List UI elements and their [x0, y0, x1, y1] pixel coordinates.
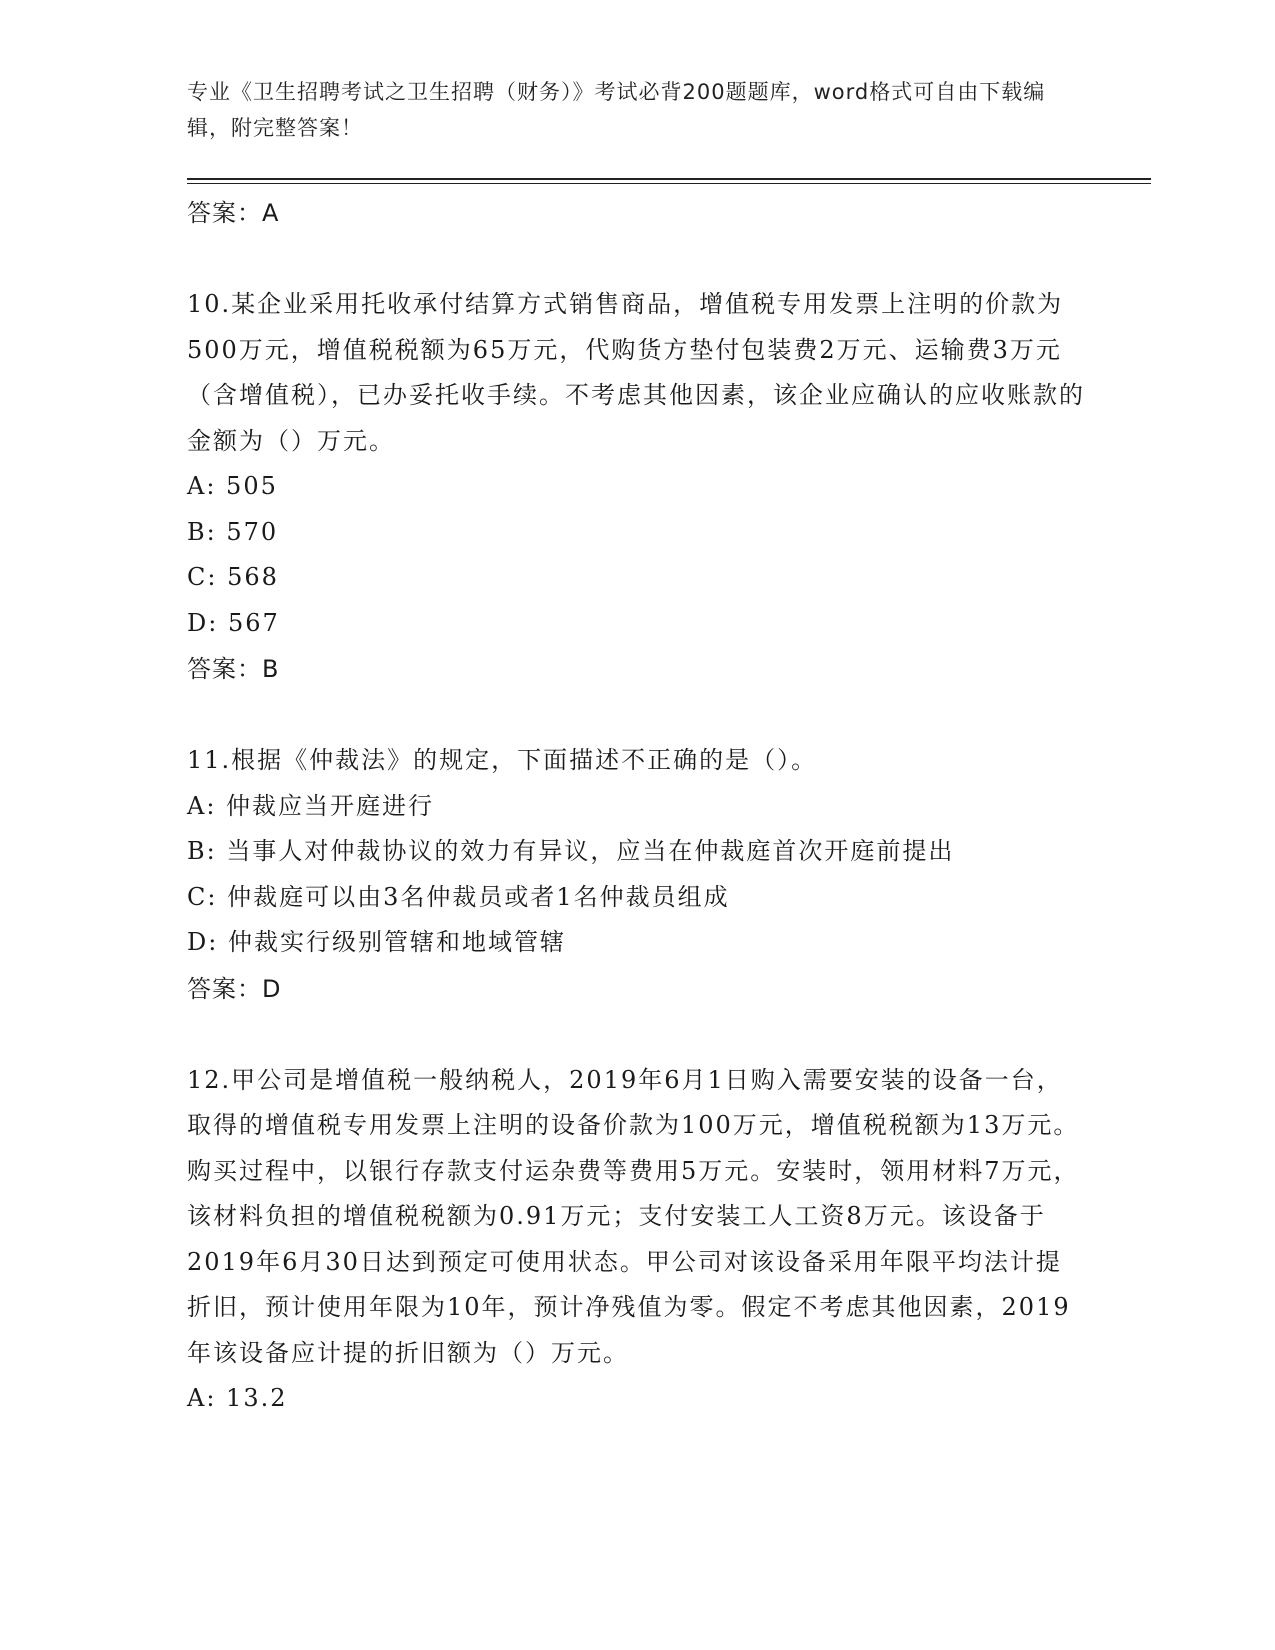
answer: 答案：D	[187, 974, 282, 1003]
option-c: C: 仲裁庭可以由3名仲裁员或者1名仲裁员组成	[187, 882, 730, 911]
option-d: D: 仲裁实行级别管辖和地域管辖	[187, 928, 566, 956]
spacer	[187, 1012, 1087, 1058]
question-12	[187, 1058, 1087, 1422]
option-c: C: 568	[187, 563, 279, 591]
option-a: A: 505	[187, 472, 278, 500]
option-b: B: 570	[187, 517, 279, 546]
option-a: A: 仲裁应当开庭进行	[187, 791, 435, 820]
document-header: 专业《卫生招聘考试之卫生招聘（财务）》考试必背200题题库，word格式可自由下载编辑，附完整答案！	[187, 80, 1046, 140]
spacer	[187, 236, 1087, 282]
spacer	[187, 692, 1087, 738]
question-stem: 12.甲公司是增值税一般纳税人，2019年6月1日购入需要安装的设备一台，取得的增值税专用发票上注明的设备价款为100万元，增值税税额为13万元。购买过程中，以银行存款支付运杂费等费用5万元。安装时，领用材料7万元，该材料负担的增值税税额为0.91万元；支付安装工人工资8万元。该设备于2019年6月30日达到预定可使用状态。甲公司对该设备采用年限平均法计提折旧，预计使用年限为10年，预计净残值为零。假定不考虑其他因素，2019年该设备应计提的折旧额为（）万元。	[187, 1065, 1080, 1367]
answer-prev: 答案：A	[187, 199, 280, 227]
question-10	[187, 282, 1087, 692]
header-divider-thin	[187, 183, 1151, 184]
question-stem: 11.根据《仲裁法》的规定，下面描述不正确的是（）。	[187, 746, 818, 774]
option-b: B: 当事人对仲裁协议的效力有异议，应当在仲裁庭首次开庭前提出	[187, 837, 955, 865]
question-stem: 10.某企业采用托收承付结算方式销售商品，增值税专用发票上注明的价款为500万元，增值税税额为65万元，代购货方垫付包装费2万元、运输费3万元（含增值税），已办妥托收手续。不考虑其他因素，该企业应确认的应收账款的金额为（）万元。	[187, 290, 1085, 455]
header-divider	[187, 178, 1151, 180]
option-a: A: 13.2	[187, 1384, 288, 1412]
question-11	[187, 738, 1087, 1012]
answer: 答案：B	[187, 655, 280, 683]
option-d: D: 567	[187, 608, 280, 637]
question-list	[187, 190, 1087, 1422]
